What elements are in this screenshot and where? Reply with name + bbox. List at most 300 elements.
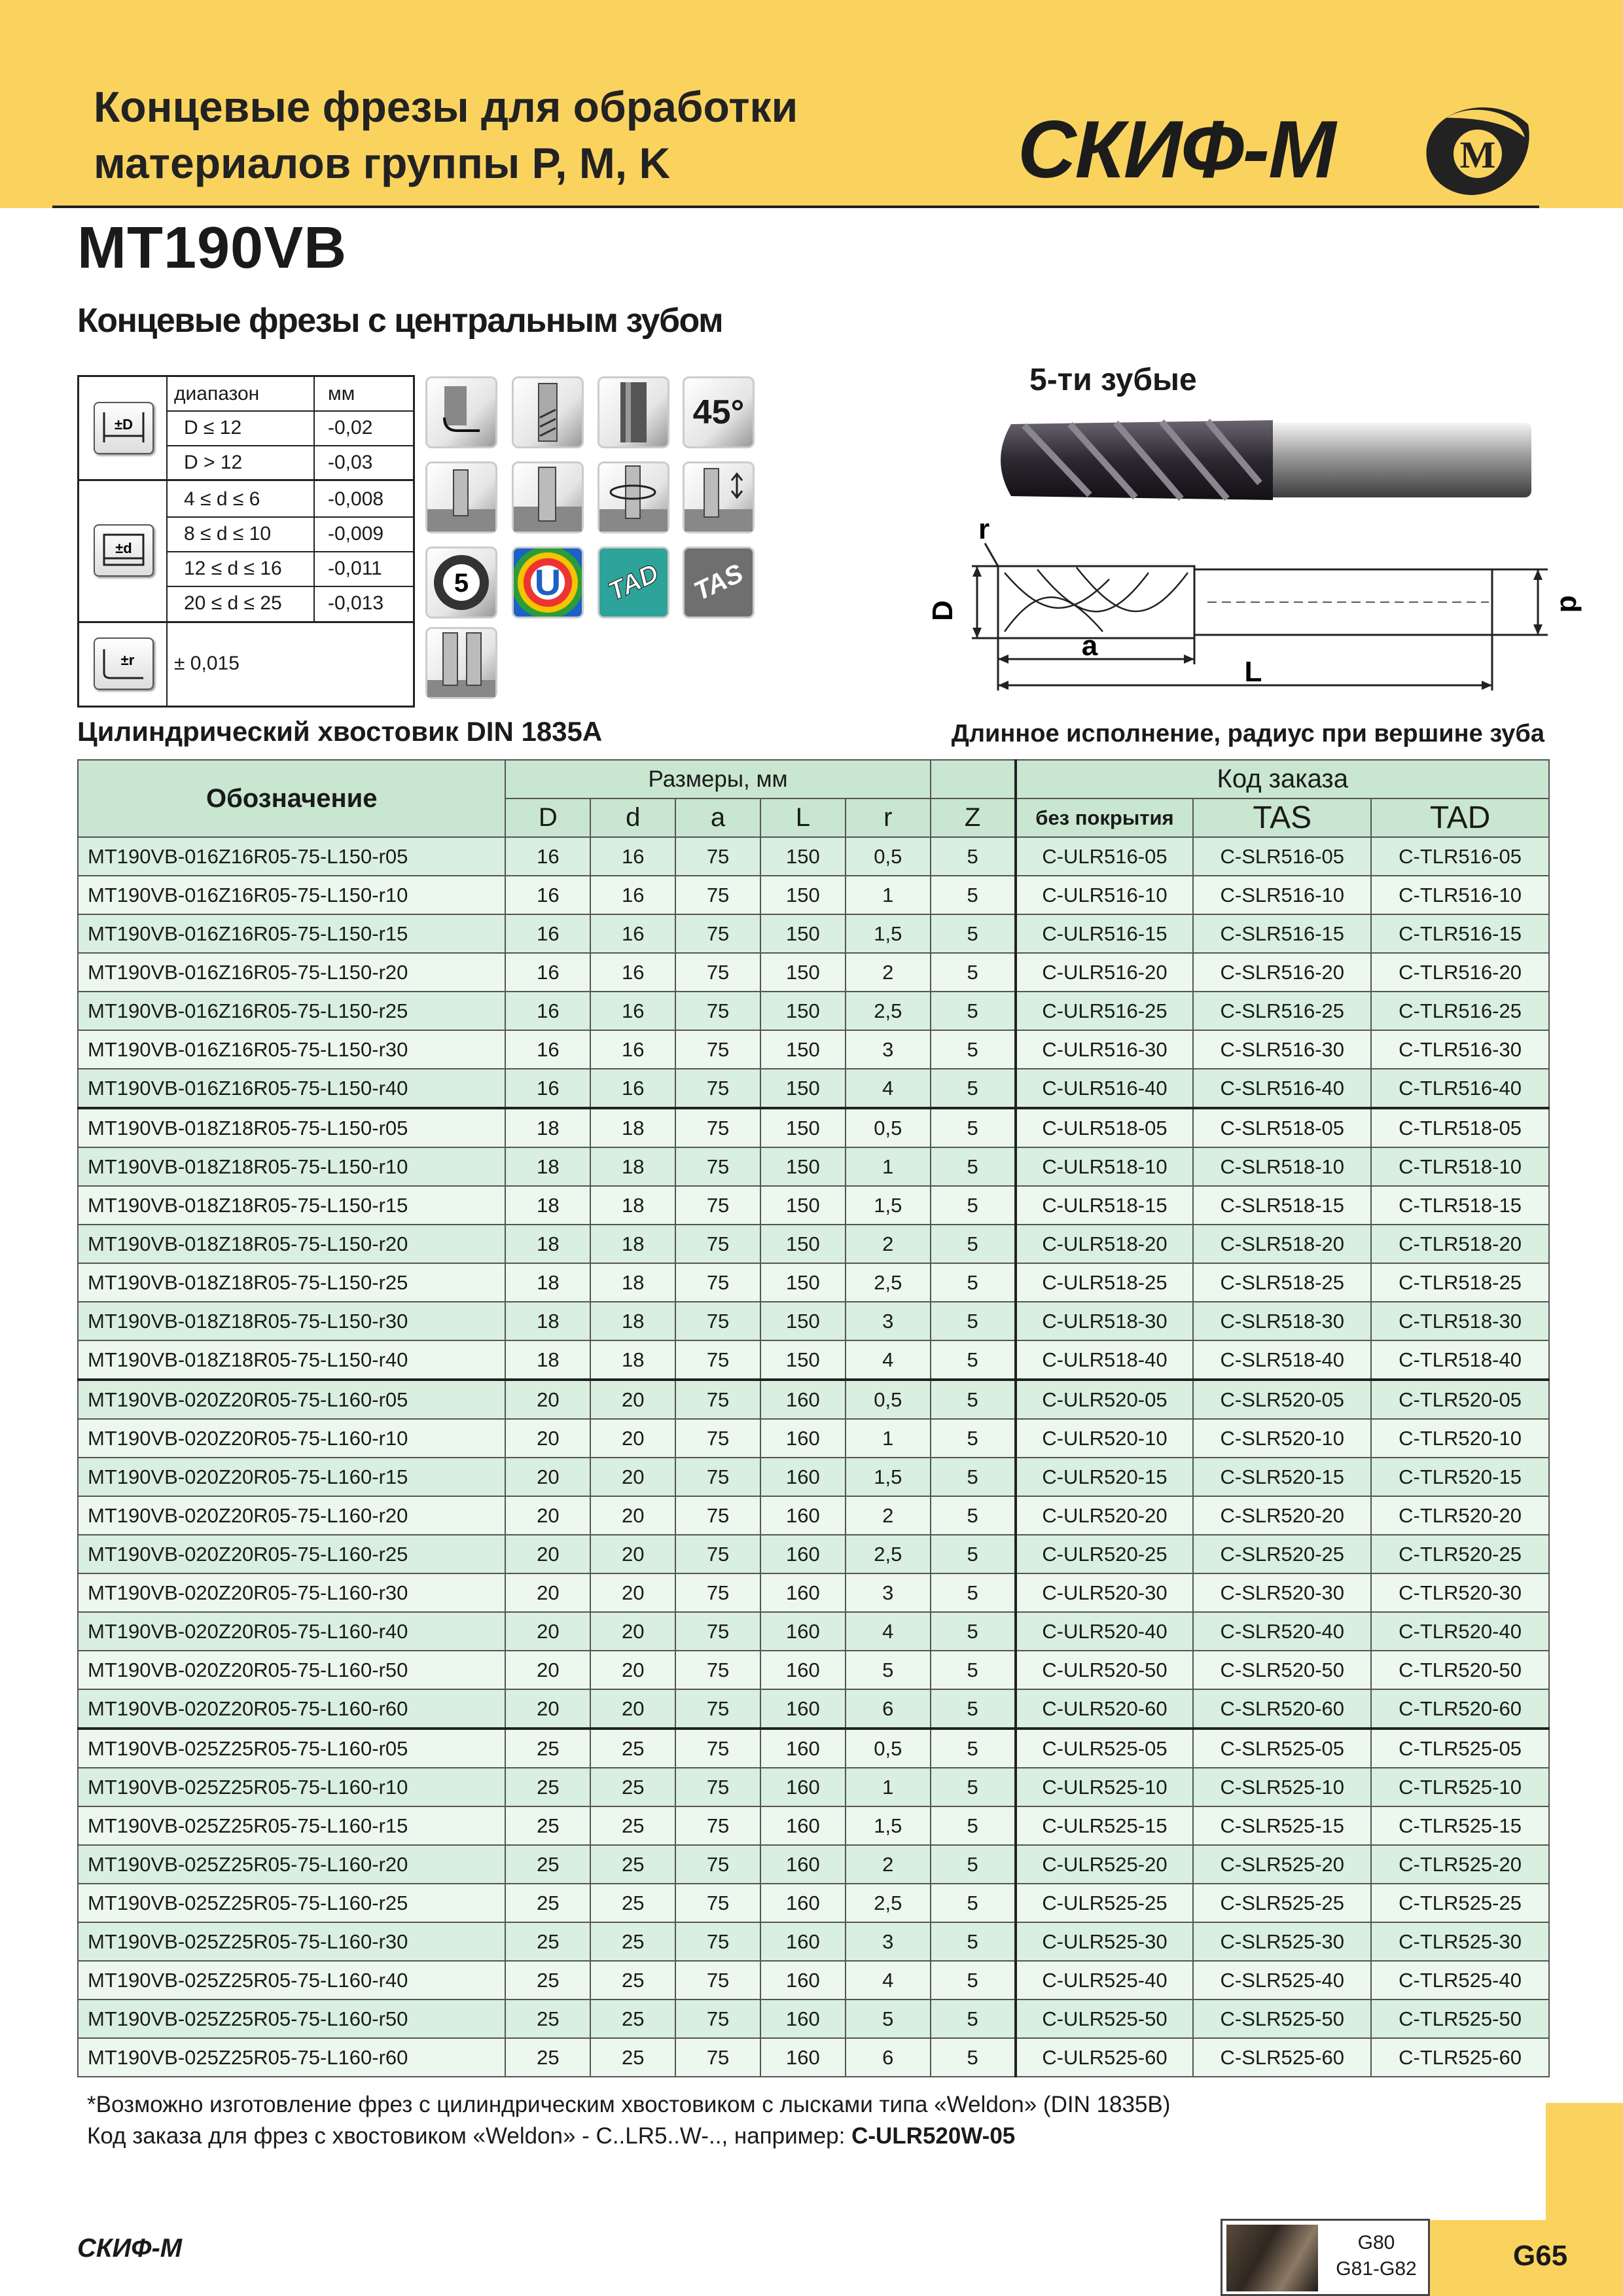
cell-dimension: 2 [846, 1496, 931, 1535]
cell-order-code: C-ULR518-05 [1016, 1108, 1194, 1147]
cell-order-code: C-TLR520-30 [1371, 1573, 1549, 1612]
cell-dimension: 75 [675, 1961, 760, 2000]
cell-order-code: C-SLR520-30 [1193, 1573, 1371, 1612]
cell-dimension: 6 [846, 2038, 931, 2077]
cell-order-code: C-SLR520-40 [1193, 1612, 1371, 1651]
cell-dimension: 160 [760, 1689, 846, 1729]
cell-dimension: 75 [675, 1302, 760, 1340]
dims-header: Размеры, мм [505, 760, 930, 798]
tol-D-range-1: D ≤ 12 [184, 417, 242, 439]
end-mill-photo [985, 411, 1538, 509]
cell-order-code: C-ULR520-25 [1016, 1535, 1194, 1573]
logo-text: СКИФ-М [1018, 105, 1335, 195]
cell-dimension: 16 [590, 1069, 675, 1108]
cell-dimension: 4 [846, 1612, 931, 1651]
cell-designation: MT190VB-020Z20R05-75-L160-r20 [78, 1496, 505, 1535]
cell-order-code: C-TLR518-25 [1371, 1263, 1549, 1302]
end-mill-side-icon [512, 376, 584, 448]
cell-dimension: 25 [590, 2038, 675, 2077]
table-row [78, 876, 1549, 914]
cell-order-code: C-TLR525-20 [1371, 1845, 1549, 1884]
cell-dimension: 1 [846, 1768, 931, 1806]
cell-dimension: 150 [760, 992, 846, 1030]
cell-order-code: C-SLR525-50 [1193, 2000, 1371, 2038]
ref-page-2: G81-G82 [1336, 2258, 1417, 2280]
cell-dimension: 4 [846, 1069, 931, 1108]
cell-dimension: 75 [675, 1419, 760, 1458]
cell-dimension: 18 [505, 1263, 590, 1302]
cell-dimension: 16 [505, 1069, 590, 1108]
cell-dimension: 5 [931, 1768, 1016, 1806]
cell-order-code: C-SLR525-25 [1193, 1884, 1371, 1922]
cell-order-code: C-SLR516-25 [1193, 992, 1371, 1030]
table-row [78, 2038, 1549, 2077]
cell-dimension: 20 [590, 1612, 675, 1651]
cell-dimension: 150 [760, 837, 846, 876]
flutes-count-icon [425, 547, 497, 619]
cell-order-code: C-TLR520-25 [1371, 1535, 1549, 1573]
cell-order-code: C-TLR525-10 [1371, 1768, 1549, 1806]
cell-designation: MT190VB-020Z20R05-75-L160-r15 [78, 1458, 505, 1496]
tolerance-r-symbol-cell [79, 623, 168, 706]
cell-dimension: 20 [590, 1651, 675, 1689]
cell-order-code: C-ULR518-25 [1016, 1263, 1194, 1302]
cell-order-code: C-ULR516-25 [1016, 992, 1194, 1030]
cell-order-code: C-SLR516-10 [1193, 876, 1371, 914]
cell-dimension: 16 [505, 953, 590, 992]
cell-dimension: 5 [931, 1573, 1016, 1612]
diagram-label-a: a [1081, 630, 1098, 662]
cell-dimension: 2 [846, 953, 931, 992]
cell-dimension: 75 [675, 1884, 760, 1922]
cell-dimension: 5 [931, 1030, 1016, 1069]
cell-order-code: C-TLR520-20 [1371, 1496, 1549, 1535]
cell-dimension: 18 [505, 1108, 590, 1147]
cell-order-code: C-ULR525-40 [1016, 1961, 1194, 2000]
cell-dimension: 1 [846, 876, 931, 914]
table-row [78, 1768, 1549, 1806]
col-designation-header: Обозначение [78, 760, 505, 837]
cell-dimension: 4 [846, 1340, 931, 1380]
col-tas-header: TAS [1193, 798, 1371, 837]
svg-text:±D: ±D [115, 416, 133, 433]
tolerance-r-icon [94, 637, 154, 690]
cell-dimension: 16 [590, 876, 675, 914]
cell-order-code: C-TLR518-10 [1371, 1147, 1549, 1186]
table-row [78, 1108, 1549, 1147]
cell-dimension: 25 [590, 1884, 675, 1922]
cell-dimension: 5 [931, 1263, 1016, 1302]
cell-order-code: C-ULR525-50 [1016, 2000, 1194, 2038]
page-number: G65 [1513, 2240, 1568, 2272]
cell-dimension: 16 [505, 914, 590, 953]
tol-D-range-2: D > 12 [184, 452, 243, 473]
cell-dimension: 75 [675, 1069, 760, 1108]
cell-dimension: 5 [931, 1884, 1016, 1922]
cell-order-code: C-ULR520-15 [1016, 1458, 1194, 1496]
cell-order-code: C-ULR518-20 [1016, 1225, 1194, 1263]
cell-order-code: C-TLR520-40 [1371, 1612, 1549, 1651]
tol-d-range-4: 20 ≤ d ≤ 25 [184, 592, 282, 614]
tolerance-table [77, 375, 415, 708]
cell-dimension: 20 [505, 1573, 590, 1612]
cell-dimension: 16 [590, 1030, 675, 1069]
cell-dimension: 150 [760, 1263, 846, 1302]
cell-dimension: 25 [505, 1768, 590, 1806]
cell-dimension: 5 [931, 914, 1016, 953]
tolerance-D-symbol-cell [79, 377, 168, 479]
table-row [78, 992, 1549, 1030]
title-line-1: Концевые фрезы для обработки [94, 82, 798, 131]
cell-designation: MT190VB-025Z25R05-75-L160-r25 [78, 1884, 505, 1922]
cell-order-code: C-TLR516-40 [1371, 1069, 1549, 1108]
cell-order-code: C-ULR520-05 [1016, 1380, 1194, 1419]
cell-order-code: C-TLR516-20 [1371, 953, 1549, 992]
cell-dimension: 5 [931, 1458, 1016, 1496]
cell-dimension: 160 [760, 1419, 846, 1458]
cell-designation: MT190VB-020Z20R05-75-L160-r10 [78, 1419, 505, 1458]
cell-dimension: 75 [675, 1806, 760, 1845]
cell-designation: MT190VB-016Z16R05-75-L150-r25 [78, 992, 505, 1030]
cell-dimension: 75 [675, 992, 760, 1030]
tas-coating-icon: TAS [683, 547, 755, 619]
cell-order-code: C-TLR520-60 [1371, 1689, 1549, 1729]
cell-dimension: 25 [505, 1884, 590, 1922]
tolerance-D-icon [94, 402, 154, 454]
cell-dimension: 18 [590, 1186, 675, 1225]
cell-dimension: 160 [760, 1806, 846, 1845]
cell-dimension: 4 [846, 1961, 931, 2000]
cell-dimension: 1,5 [846, 1186, 931, 1225]
diagram-label-D: D [927, 600, 959, 621]
cell-dimension: 25 [590, 1806, 675, 1845]
cell-dimension: 5 [846, 1651, 931, 1689]
cell-order-code: C-SLR516-30 [1193, 1030, 1371, 1069]
tol-D-value-2: -0,03 [328, 452, 373, 473]
cell-dimension: 5 [846, 2000, 931, 2038]
cell-dimension: 25 [590, 1961, 675, 2000]
cell-dimension: 25 [590, 1845, 675, 1884]
cell-dimension: 5 [931, 1186, 1016, 1225]
cell-dimension: 160 [760, 1768, 846, 1806]
corner-radius-icon [425, 376, 497, 448]
page-title [94, 79, 798, 191]
cell-dimension: 5 [931, 1845, 1016, 1884]
cell-designation: MT190VB-025Z25R05-75-L160-r05 [78, 1729, 505, 1768]
cell-designation: MT190VB-025Z25R05-75-L160-r10 [78, 1768, 505, 1806]
cell-dimension: 18 [590, 1263, 675, 1302]
col-uncoated-header: без покрытия [1016, 798, 1194, 837]
cell-designation: MT190VB-018Z18R05-75-L150-r10 [78, 1147, 505, 1186]
cell-dimension: 75 [675, 953, 760, 992]
table-row [78, 1340, 1549, 1380]
cell-dimension: 5 [931, 1069, 1016, 1108]
cell-order-code: C-TLR525-60 [1371, 2038, 1549, 2077]
cell-order-code: C-TLR520-15 [1371, 1458, 1549, 1496]
cell-dimension: 5 [931, 953, 1016, 992]
cell-dimension: 2 [846, 1225, 931, 1263]
cell-dimension: 150 [760, 1225, 846, 1263]
cell-order-code: C-ULR516-40 [1016, 1069, 1194, 1108]
cell-order-code: C-TLR525-05 [1371, 1729, 1549, 1768]
cell-dimension: 5 [931, 1612, 1016, 1651]
cell-designation: MT190VB-020Z20R05-75-L160-r30 [78, 1573, 505, 1612]
cell-dimension: 160 [760, 1922, 846, 1961]
cell-order-code: C-TLR525-25 [1371, 1884, 1549, 1922]
flutes-label: 5-ти зубые [1029, 363, 1197, 397]
table-row [78, 1961, 1549, 2000]
cell-order-code: C-SLR518-20 [1193, 1225, 1371, 1263]
cell-designation: MT190VB-018Z18R05-75-L150-r15 [78, 1186, 505, 1225]
cell-designation: MT190VB-020Z20R05-75-L160-r25 [78, 1535, 505, 1573]
cell-designation: MT190VB-016Z16R05-75-L150-r30 [78, 1030, 505, 1069]
cell-order-code: C-ULR525-15 [1016, 1806, 1194, 1845]
cell-dimension: 2 [846, 1845, 931, 1884]
cell-dimension: 5 [931, 1496, 1016, 1535]
tolerance-d-icon [94, 524, 154, 577]
cell-dimension: 20 [590, 1458, 675, 1496]
cell-dimension: 18 [505, 1147, 590, 1186]
cell-order-code: C-SLR525-10 [1193, 1768, 1371, 1806]
cell-dimension: 160 [760, 1961, 846, 2000]
table-row [78, 1302, 1549, 1340]
cell-dimension: 20 [505, 1419, 590, 1458]
table-row [78, 1030, 1549, 1069]
product-code: MT190VB [77, 215, 348, 281]
cell-order-code: C-SLR525-60 [1193, 2038, 1371, 2077]
cell-dimension: 5 [931, 1302, 1016, 1340]
cell-dimension: 5 [931, 1535, 1016, 1573]
cell-dimension: 5 [931, 1380, 1016, 1419]
cell-designation: MT190VB-016Z16R05-75-L150-r10 [78, 876, 505, 914]
cell-designation: MT190VB-016Z16R05-75-L150-r05 [78, 837, 505, 876]
profiling-icon [425, 627, 497, 699]
cell-designation: MT190VB-018Z18R05-75-L150-r05 [78, 1108, 505, 1147]
cell-dimension: 16 [590, 992, 675, 1030]
table-row [78, 1922, 1549, 1961]
cell-dimension: 20 [590, 1380, 675, 1419]
title-line-2: материалов группы P, M, K [94, 139, 671, 187]
cell-dimension: 2,5 [846, 1535, 931, 1573]
cell-dimension: 1,5 [846, 1806, 931, 1845]
cell-dimension: 0,5 [846, 1380, 931, 1419]
cell-dimension: 75 [675, 2038, 760, 2077]
cell-dimension: 25 [505, 2038, 590, 2077]
col-Z-header: Z [931, 798, 1016, 837]
cell-dimension: 75 [675, 1651, 760, 1689]
cell-dimension: 16 [590, 914, 675, 953]
cell-dimension: 16 [505, 876, 590, 914]
cell-dimension: 20 [505, 1458, 590, 1496]
cell-order-code: C-SLR520-60 [1193, 1689, 1371, 1729]
cell-order-code: C-ULR520-60 [1016, 1689, 1194, 1729]
cell-dimension: 0,5 [846, 837, 931, 876]
table-row [78, 1573, 1549, 1612]
col-D-header: D [505, 798, 590, 837]
cell-order-code: C-SLR518-30 [1193, 1302, 1371, 1340]
shank-caption: Цилиндрический хвостовик DIN 1835A [77, 716, 603, 747]
cell-dimension: 16 [590, 837, 675, 876]
cell-dimension: 160 [760, 1884, 846, 1922]
cell-designation: MT190VB-025Z25R05-75-L160-r30 [78, 1922, 505, 1961]
cell-designation: MT190VB-020Z20R05-75-L160-r05 [78, 1380, 505, 1419]
cell-order-code: C-SLR518-40 [1193, 1340, 1371, 1380]
cell-order-code: C-SLR525-20 [1193, 1845, 1371, 1884]
cell-designation: MT190VB-018Z18R05-75-L150-r40 [78, 1340, 505, 1380]
cell-dimension: 2,5 [846, 1884, 931, 1922]
cell-dimension: 75 [675, 1147, 760, 1186]
z-group-header [931, 760, 1016, 798]
tolerance-d-symbol-cell [79, 481, 168, 621]
reference-thumbnail [1226, 2225, 1318, 2291]
product-table [77, 759, 1550, 2077]
cell-dimension: 5 [931, 1108, 1016, 1147]
cell-order-code: C-ULR525-25 [1016, 1884, 1194, 1922]
cell-dimension: 160 [760, 1458, 846, 1496]
cell-dimension: 160 [760, 1380, 846, 1419]
cell-designation: MT190VB-018Z18R05-75-L150-r30 [78, 1302, 505, 1340]
cell-order-code: C-TLR518-15 [1371, 1186, 1549, 1225]
col-a-header: a [675, 798, 760, 837]
cell-order-code: C-SLR518-10 [1193, 1147, 1371, 1186]
cell-dimension: 18 [590, 1225, 675, 1263]
ref-page-1: G80 [1357, 2232, 1395, 2253]
footnote [87, 2089, 1170, 2152]
cell-dimension: 16 [590, 953, 675, 992]
cell-dimension: 75 [675, 1263, 760, 1302]
cell-designation: MT190VB-018Z18R05-75-L150-r20 [78, 1225, 505, 1263]
cell-order-code: C-TLR520-50 [1371, 1651, 1549, 1689]
order-code-header: Код заказа [1016, 760, 1549, 798]
shank-icon [597, 376, 669, 448]
cell-designation: MT190VB-020Z20R05-75-L160-r60 [78, 1689, 505, 1729]
cell-dimension: 150 [760, 1186, 846, 1225]
cell-dimension: 20 [505, 1612, 590, 1651]
cell-dimension: 25 [505, 2000, 590, 2038]
cell-order-code: C-ULR518-10 [1016, 1147, 1194, 1186]
cell-dimension: 5 [931, 1147, 1016, 1186]
page-corner-tab [1546, 2103, 1623, 2239]
cell-order-code: C-TLR518-40 [1371, 1340, 1549, 1380]
cell-order-code: C-TLR525-15 [1371, 1806, 1549, 1845]
cell-dimension: 18 [590, 1340, 675, 1380]
cell-dimension: 5 [931, 1922, 1016, 1961]
diagram-label-L: L [1244, 656, 1262, 688]
cell-dimension: 160 [760, 1729, 846, 1768]
cell-order-code: C-TLR516-15 [1371, 914, 1549, 953]
cell-dimension: 5 [931, 992, 1016, 1030]
svg-text:±r: ±r [120, 652, 135, 668]
cell-dimension: 25 [505, 1845, 590, 1884]
cell-dimension: 75 [675, 1496, 760, 1535]
cell-order-code: C-TLR520-10 [1371, 1419, 1549, 1458]
cell-dimension: 1,5 [846, 1458, 931, 1496]
cell-dimension: 16 [505, 992, 590, 1030]
angle-45-icon: 45° [683, 376, 755, 448]
cell-order-code: C-ULR516-15 [1016, 914, 1194, 953]
cell-designation: MT190VB-025Z25R05-75-L160-r20 [78, 1845, 505, 1884]
logo-emblem-icon [1420, 98, 1535, 196]
tol-r-value: ± 0,015 [174, 653, 240, 674]
table-row [78, 1689, 1549, 1729]
cell-order-code: C-ULR516-20 [1016, 953, 1194, 992]
cell-order-code: C-ULR525-60 [1016, 2038, 1194, 2077]
table-row [78, 1651, 1549, 1689]
tol-header-range: диапазон [174, 383, 260, 404]
cell-dimension: 160 [760, 1573, 846, 1612]
cell-order-code: C-ULR518-15 [1016, 1186, 1194, 1225]
table-row [78, 1729, 1549, 1768]
cell-dimension: 5 [931, 1225, 1016, 1263]
cell-order-code: C-ULR525-20 [1016, 1845, 1194, 1884]
cell-dimension: 25 [590, 1922, 675, 1961]
cell-dimension: 150 [760, 1302, 846, 1340]
cell-order-code: C-ULR525-10 [1016, 1768, 1194, 1806]
table-row [78, 1535, 1549, 1573]
cell-dimension: 25 [590, 1729, 675, 1768]
cell-dimension: 2,5 [846, 1263, 931, 1302]
cell-order-code: C-SLR516-05 [1193, 837, 1371, 876]
table-row [78, 1806, 1549, 1845]
cell-dimension: 25 [590, 1768, 675, 1806]
cell-order-code: C-ULR525-05 [1016, 1729, 1194, 1768]
cell-dimension: 160 [760, 1845, 846, 1884]
cell-order-code: C-ULR516-05 [1016, 837, 1194, 876]
table-row [78, 1845, 1549, 1884]
cell-dimension: 5 [931, 2000, 1016, 2038]
cell-dimension: 3 [846, 1922, 931, 1961]
cell-dimension: 18 [590, 1147, 675, 1186]
cell-dimension: 16 [505, 837, 590, 876]
table-row [78, 837, 1549, 876]
cell-dimension: 18 [505, 1186, 590, 1225]
cell-order-code: C-SLR525-15 [1193, 1806, 1371, 1845]
product-table-body [78, 837, 1549, 2077]
cell-order-code: C-TLR525-40 [1371, 1961, 1549, 2000]
cell-dimension: 160 [760, 1496, 846, 1535]
ramping-icon [683, 461, 755, 533]
svg-text:M: M [1459, 134, 1496, 176]
cell-order-code: C-ULR518-40 [1016, 1340, 1194, 1380]
cross-reference-box[interactable] [1221, 2219, 1430, 2296]
table-row [78, 1147, 1549, 1186]
footnote-line-1: *Возможно изготовление фрез с цилиндрическим хвостовиком с лысками типа «Weldon» (DIN 1835B) [87, 2092, 1171, 2117]
cell-order-code: C-TLR516-10 [1371, 876, 1549, 914]
cell-order-code: C-SLR518-05 [1193, 1108, 1371, 1147]
tad-coating-icon: TAD [597, 547, 669, 619]
cell-dimension: 25 [590, 2000, 675, 2038]
cell-dimension: 150 [760, 953, 846, 992]
cell-dimension: 75 [675, 1922, 760, 1961]
cell-order-code: C-TLR518-30 [1371, 1302, 1549, 1340]
cell-order-code: C-ULR516-10 [1016, 876, 1194, 914]
table-row [78, 1419, 1549, 1458]
tol-header-unit: мм [328, 383, 355, 404]
cell-dimension: 75 [675, 876, 760, 914]
cell-dimension: 75 [675, 1108, 760, 1147]
cell-dimension: 0,5 [846, 1729, 931, 1768]
cell-order-code: C-SLR520-50 [1193, 1651, 1371, 1689]
cell-dimension: 75 [675, 1340, 760, 1380]
cell-order-code: C-SLR520-20 [1193, 1496, 1371, 1535]
table-row [78, 1380, 1549, 1419]
table-row [78, 914, 1549, 953]
cell-dimension: 75 [675, 1186, 760, 1225]
table-row [78, 1225, 1549, 1263]
cell-dimension: 6 [846, 1689, 931, 1729]
cell-dimension: 5 [931, 2038, 1016, 2077]
cell-dimension: 75 [675, 1845, 760, 1884]
